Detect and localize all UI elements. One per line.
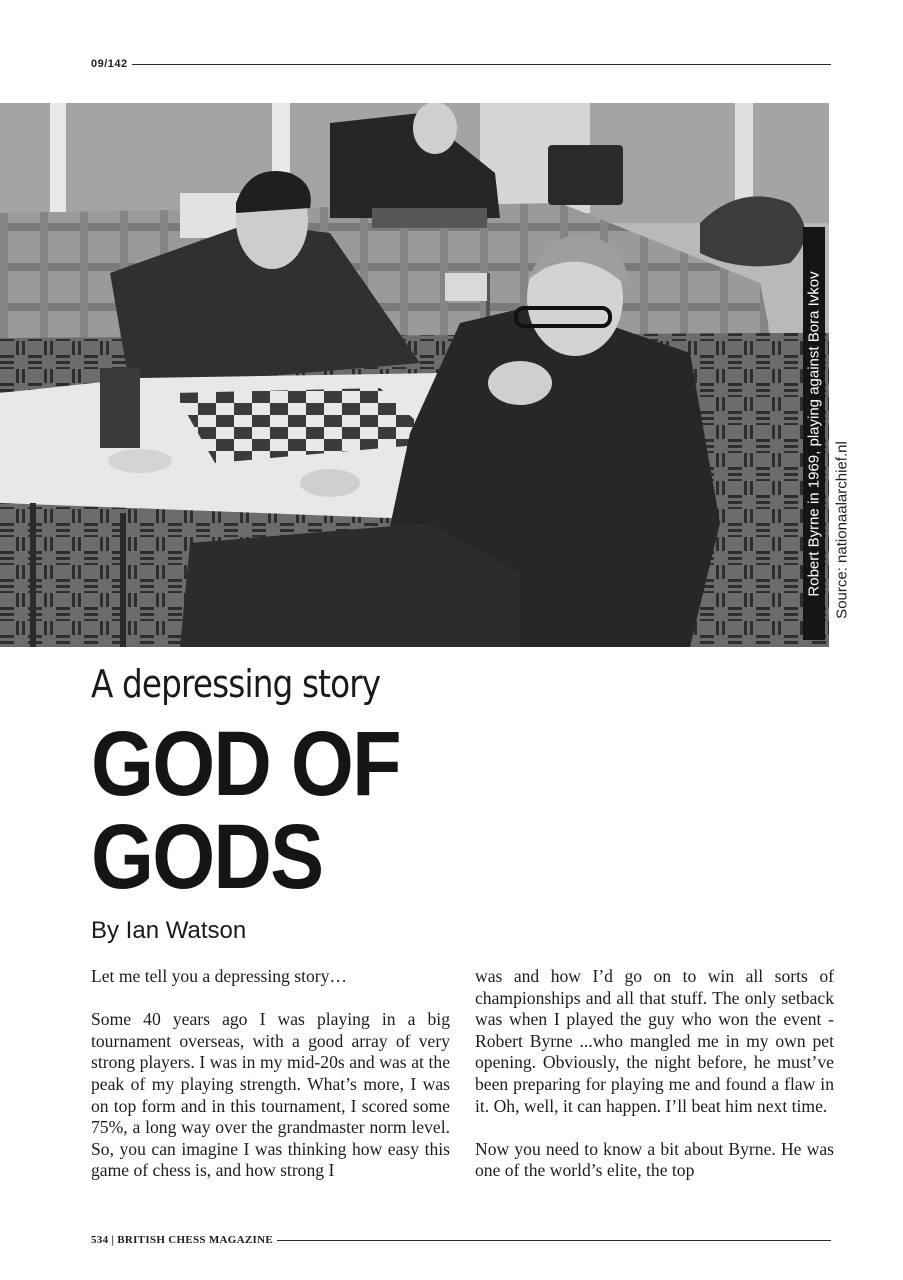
paragraph: Let me tell you a depressing story… (91, 966, 348, 986)
article-column-1 (91, 966, 450, 1204)
article-headline (91, 713, 400, 908)
photo-source (832, 420, 852, 640)
article-deck: A depressing story (91, 662, 381, 706)
headline-line-1: GOD OF (91, 713, 400, 815)
photo-caption (803, 227, 825, 640)
paragraph: was and how I’d go on to win all sorts of championships and all that stuff. The only setback was when I played the guy who won the event - Robert Byrne ...who mangled me in my own pet opening. Obviously, the night before, he must’ve been preparing for playing me and found a flaw in it. Oh, well, it can happen. I’ll beat him next time. (475, 966, 834, 1116)
paragraph: Now you need to know a bit about Byrne. He was one of the world’s elite, the top (475, 1138, 834, 1181)
photo-source-text: Source: nationaalarchief.nl (833, 441, 851, 619)
page-counter-header (91, 58, 831, 70)
footer-rule (277, 1240, 831, 1241)
article-byline: By Ian Watson (91, 917, 247, 944)
article-column-2 (475, 966, 834, 1204)
photo-caption-text: Robert Byrne in 1969, playing against Bora Ivkov (805, 270, 823, 597)
header-rule (132, 64, 831, 65)
footer-label: 534 | BRITISH CHESS MAGAZINE (91, 1234, 273, 1246)
paragraph: Some 40 years ago I was playing in a big tournament overseas, with a good array of very strong players. I was in my mid-20s and was at the peak of my playing strength. What’s more, I was on top form and in this tournament, I scored some 75%, a long way over the grandmaster norm level. So, you can imagine I was thinking how easy this game of chess is, and how strong I (91, 1009, 450, 1181)
headline-line-2: GODS (91, 806, 323, 908)
page-footer (91, 1234, 831, 1246)
page-counter: 09/142 (91, 58, 128, 70)
chess-game-photo (0, 103, 829, 647)
